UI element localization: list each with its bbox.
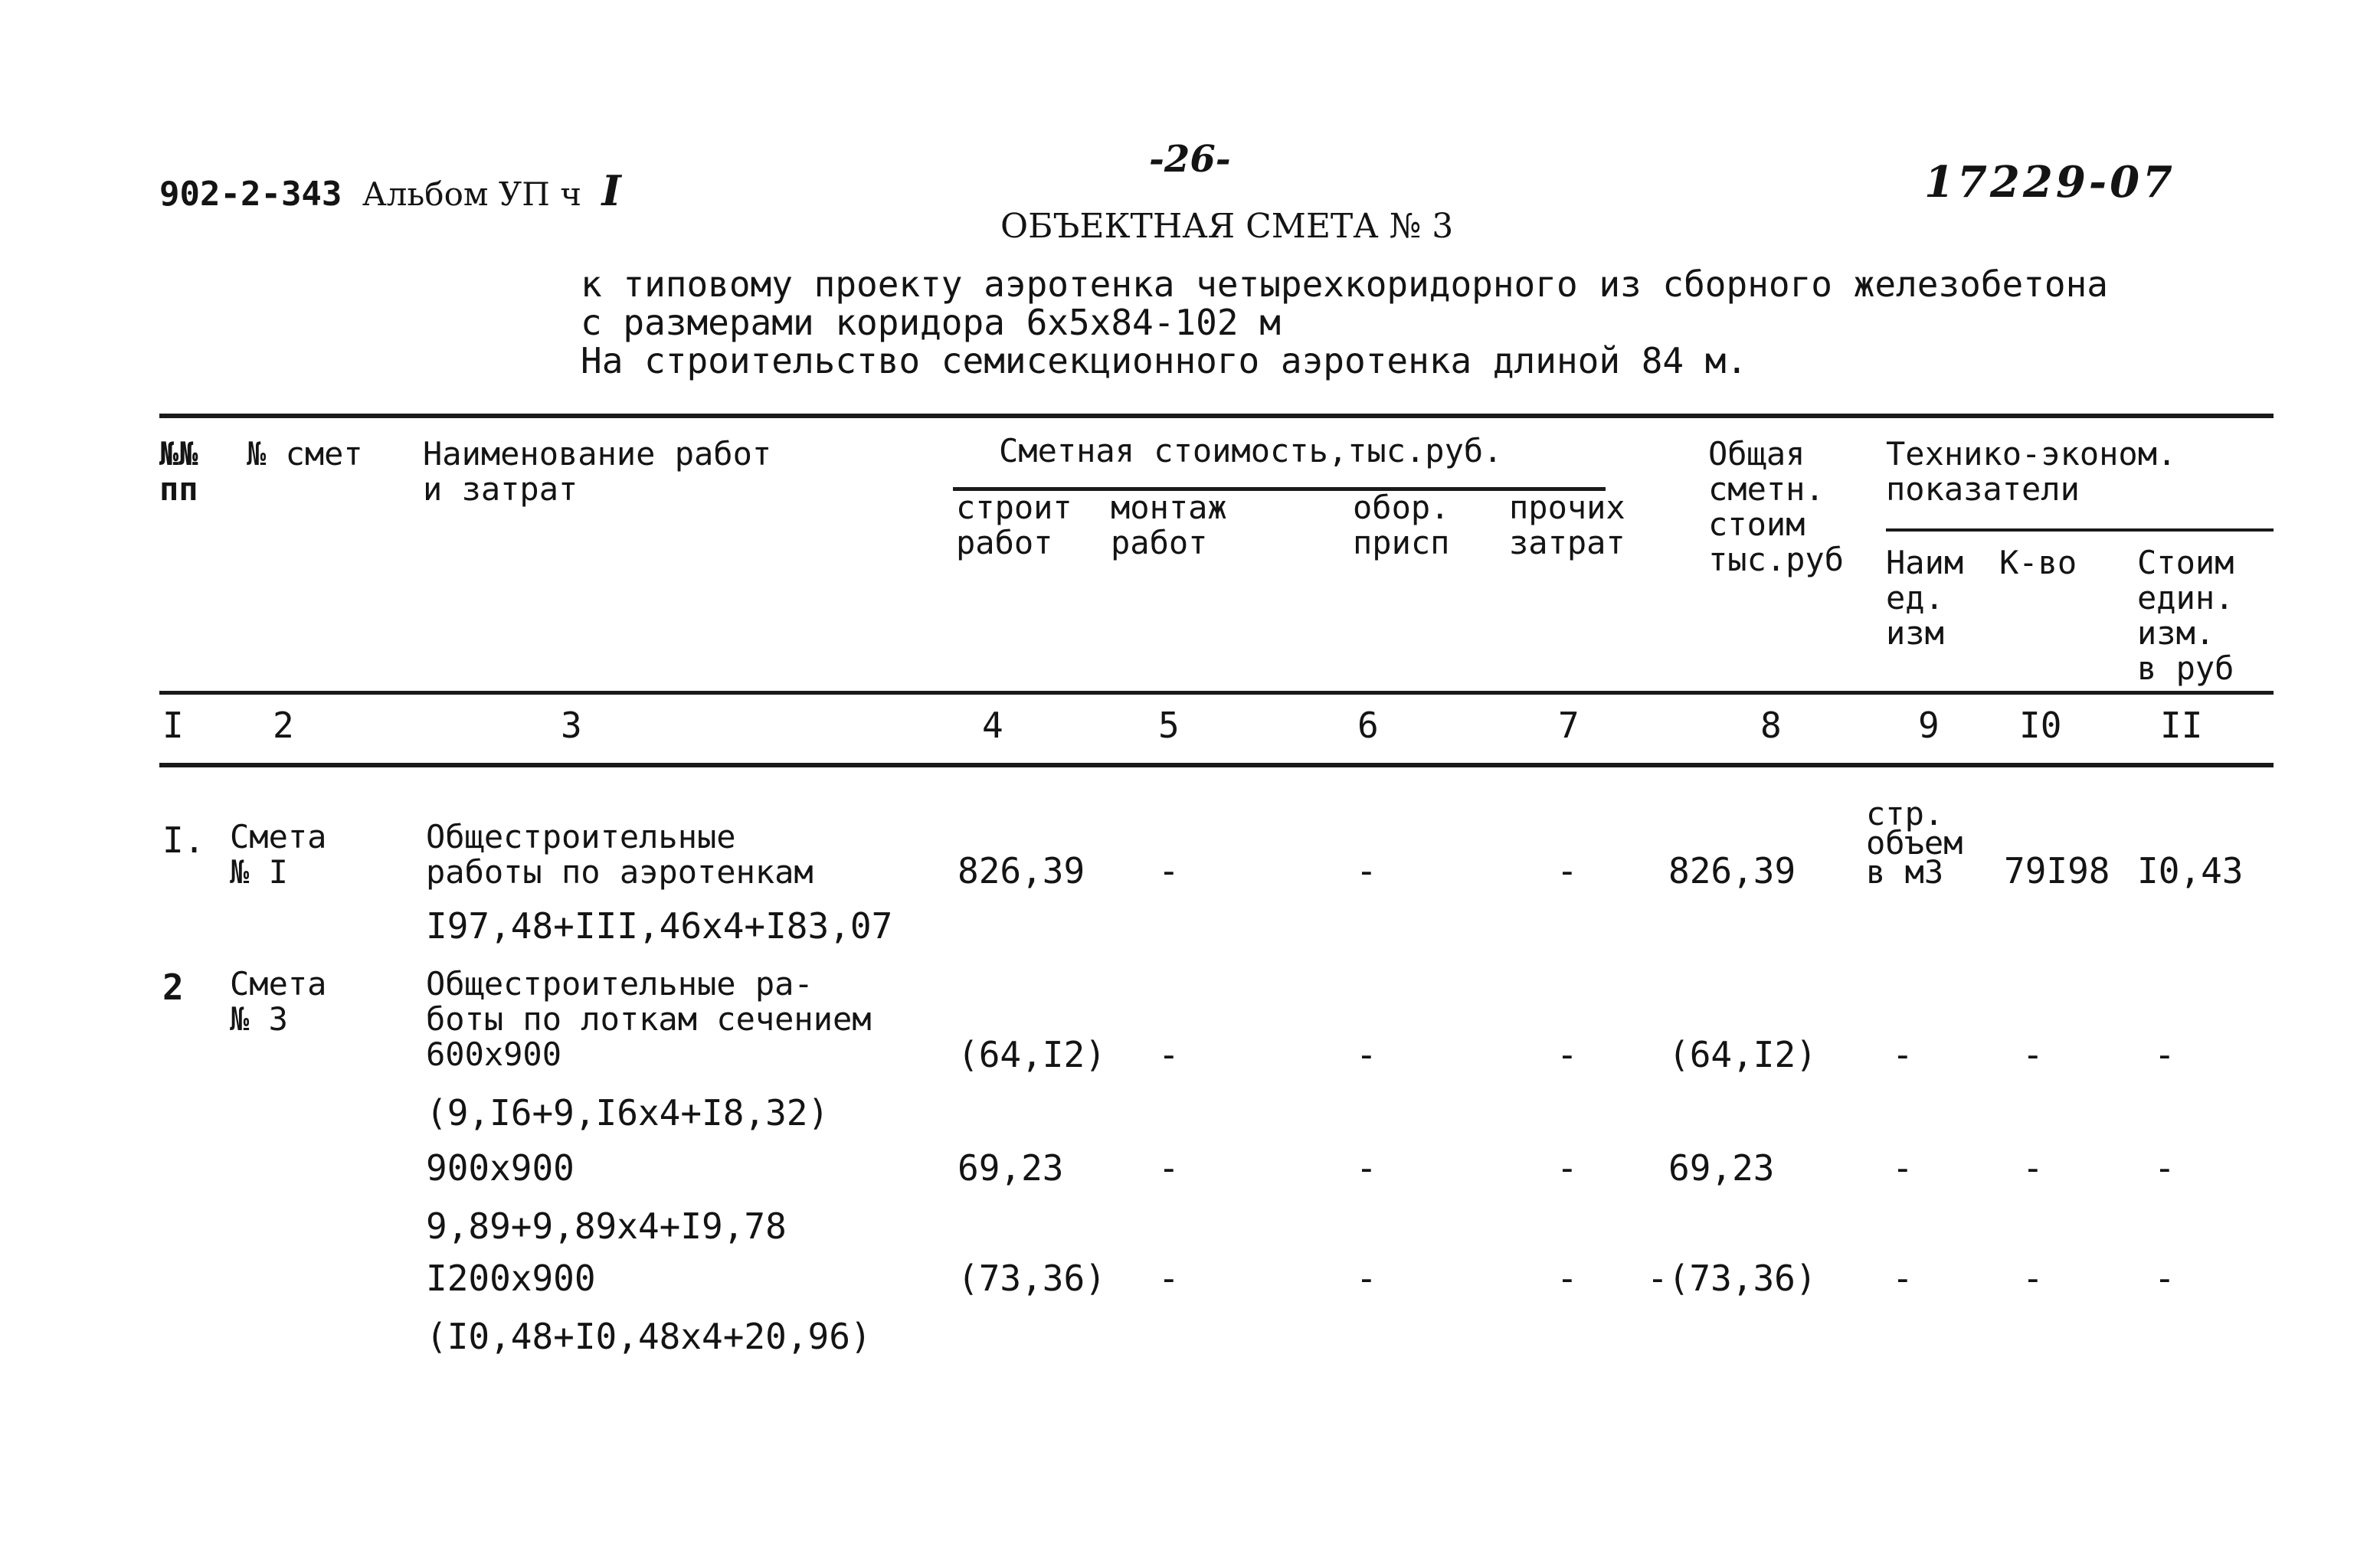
header-col-unit: Наим ед. изм	[1886, 544, 1964, 652]
row-3-construction: 69,23	[958, 1147, 1064, 1189]
column-number-4: 4	[982, 705, 1003, 746]
row-4-name: I200х900	[426, 1258, 596, 1299]
header-col-unit-cost: Стоим един. изм. в руб	[2137, 544, 2234, 687]
row-1-other: -	[1557, 850, 1578, 891]
subtitle-line-1: к типовому проекту аэротенка четырехкоридорного из сборного железобетона	[581, 263, 2108, 305]
header-col-construction: строит работ	[956, 489, 1072, 561]
row-4-other: -	[1557, 1258, 1578, 1299]
row-2-formula: (9,I6+9,I6х4+I8,32)	[426, 1092, 830, 1134]
row-4-unit-cost: -	[2154, 1258, 2175, 1299]
column-number-6: 6	[1357, 705, 1379, 746]
row-1-quantity: 79I98	[2004, 850, 2110, 891]
header-col-name: Наименование работ и затрат	[423, 435, 772, 508]
row-1-construction: 826,39	[958, 850, 1085, 891]
page-number: -26-	[1149, 138, 1231, 181]
row-3-unit: -	[1892, 1147, 1913, 1189]
album-label: Альбом УП ч	[362, 175, 581, 213]
row-3-total: 69,23	[1668, 1147, 1775, 1189]
row-4-equipment: -	[1356, 1258, 1377, 1299]
row-3-name: 900х900	[426, 1147, 575, 1189]
header-col-total: Общая сметн. стоим тыс.руб	[1708, 435, 1845, 578]
header-bottom-rule	[159, 691, 2274, 695]
row-3-unit-cost: -	[2154, 1147, 2175, 1189]
column-number-10: I0	[2019, 705, 2062, 746]
subtitle-line-2: с размерами коридора 6х5х84-102 м	[581, 302, 1281, 343]
subtitle-line-3: На строительство семисекционного аэротенка длиной 84 м.	[581, 340, 1748, 381]
column-number-3: 3	[561, 705, 582, 746]
row-4-formula: (I0,48+I0,48х4+20,96)	[426, 1316, 872, 1357]
column-number-9: 9	[1918, 705, 1940, 746]
row-1-installation: -	[1158, 850, 1180, 891]
row-2-unit-cost: -	[2154, 1034, 2175, 1075]
row-3-equipment: -	[1356, 1147, 1377, 1189]
row-2-unit: -	[1892, 1034, 1913, 1075]
row-2-number: 2	[162, 967, 184, 1008]
row-2-total: (64,I2)	[1668, 1034, 1817, 1075]
row-1-unit-cost: I0,43	[2137, 850, 2244, 891]
row-2-quantity: -	[2022, 1034, 2044, 1075]
row-2-construction: (64,I2)	[958, 1034, 1106, 1075]
doc-code: 902-2-343	[159, 175, 342, 214]
row-2-installation: -	[1158, 1034, 1180, 1075]
row-1-formula: I97,48+III,46х4+I83,07	[426, 905, 893, 947]
numbers-bottom-rule	[159, 763, 2274, 767]
column-number-8: 8	[1760, 705, 1782, 746]
row-3-quantity: -	[2022, 1147, 2044, 1189]
row-2-name: Общестроительные ра- боты по лоткам сечением 600х900	[426, 965, 872, 1073]
row-4-quantity: -	[2022, 1258, 2044, 1299]
column-number-1: I	[162, 705, 184, 746]
row-2-equipment: -	[1356, 1034, 1377, 1075]
row-2-other: -	[1557, 1034, 1578, 1075]
header-cost-group: Сметная стоимость,тыс.руб.	[999, 432, 1503, 469]
header-tech-group: Технико-эконом. показатели	[1886, 435, 2177, 508]
header-col-number: №№ пп	[159, 435, 198, 508]
row-3-installation: -	[1158, 1147, 1180, 1189]
row-1-smeta: Смета № I	[230, 818, 327, 891]
header-col-other: прочих затрат	[1509, 489, 1625, 561]
column-number-11: II	[2160, 705, 2203, 746]
header-col-installation: монтаж работ	[1111, 489, 1227, 561]
document-title: ОБЪЕКТНАЯ СМЕТА № 3	[1000, 207, 1454, 246]
row-1-name: Общестроительные работы по аэротенкам	[426, 818, 814, 891]
row-3-other: -	[1557, 1147, 1578, 1189]
header-col-equipment: обор. присп	[1353, 489, 1450, 561]
column-number-2: 2	[273, 705, 294, 746]
header-col-smeta: № смет	[247, 435, 363, 473]
document-code	[159, 166, 621, 215]
row-4-unit: -	[1892, 1258, 1913, 1299]
row-4-construction: (73,36)	[958, 1258, 1106, 1299]
row-4-total: -(73,36)	[1647, 1258, 1817, 1299]
table-top-rule	[159, 414, 2274, 418]
row-4-installation: -	[1158, 1258, 1180, 1299]
row-2-smeta: Смета № 3	[230, 965, 327, 1038]
row-1-equipment: -	[1356, 850, 1377, 891]
header-col-quantity: К-во	[1999, 544, 2077, 581]
registration-stamp: 17229-07	[1924, 157, 2175, 208]
tech-group-underline	[1886, 528, 2274, 532]
row-1-number: I.	[162, 819, 205, 861]
column-number-5: 5	[1158, 705, 1180, 746]
row-1-unit: стр. объем в м3	[1866, 795, 1963, 891]
column-number-7: 7	[1558, 705, 1580, 746]
row-3-formula: 9,89+9,89х4+I9,78	[426, 1206, 787, 1247]
row-1-total: 826,39	[1668, 850, 1796, 891]
album-part: I	[601, 166, 621, 215]
